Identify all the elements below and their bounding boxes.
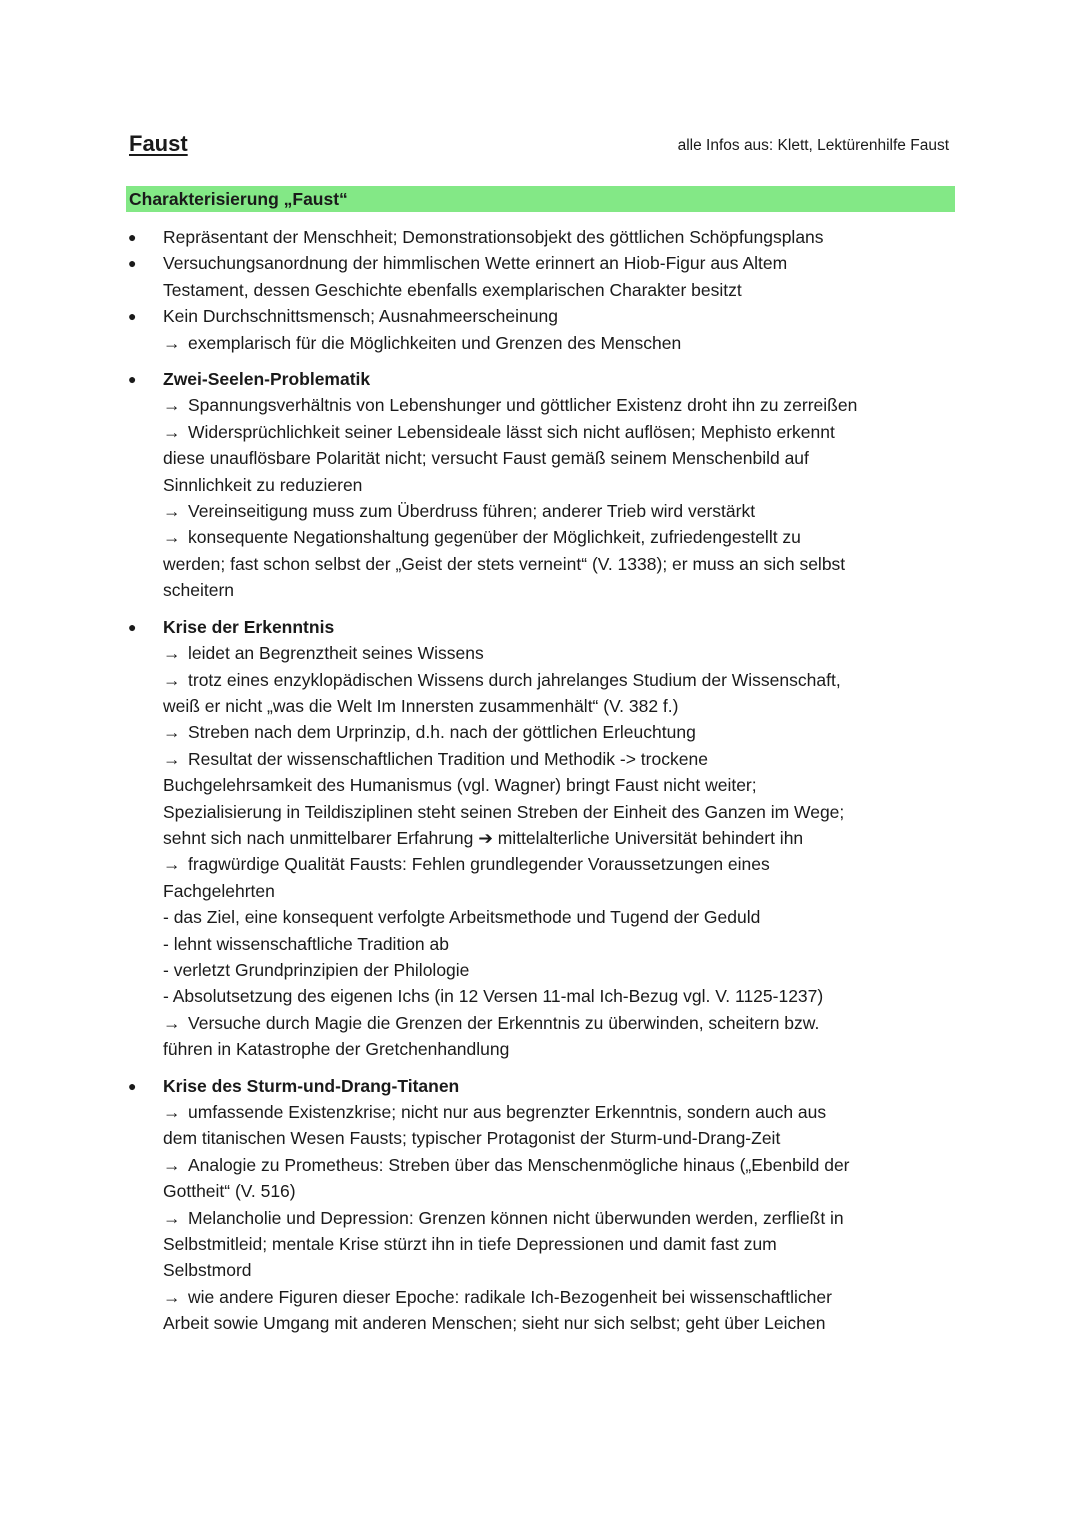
text-line	[163, 419, 966, 445]
text-line	[163, 746, 966, 772]
text-line	[163, 1010, 966, 1036]
line-text: dem titanischen Wesen Fausts; typischer Protagonist der Sturm-und-Drang-Zeit	[163, 1128, 781, 1149]
line-text: trotz eines enzyklopädischen Wissens durch jahrelanges Studium der Wissenschaft,	[188, 669, 841, 690]
source-note: alle Infos aus: Klett, Lektürenhilfe Faust	[677, 137, 949, 154]
text-line	[163, 719, 966, 745]
line-text: Spezialisierung in Teildisziplinen steht seinen Streben der Einheit des Ganzen im Wege;	[163, 801, 845, 822]
text-line	[163, 445, 966, 471]
line-text: Spannungsverhältnis von Lebenshunger und göttlicher Existenz droht ihn zu zerreißen	[188, 395, 858, 416]
text-line	[163, 640, 966, 666]
text-line	[163, 851, 966, 877]
bullet-heading: Krise des Sturm-und-Drang-Titanen	[163, 1075, 460, 1096]
text-line: Testament, dessen Geschichte ebenfalls exemplarischen Charakter besitzt	[163, 279, 742, 300]
text-line	[163, 1205, 966, 1231]
sub-lines	[163, 392, 966, 603]
text-line	[163, 472, 966, 498]
bullet-icon: ●	[128, 308, 137, 325]
bullet-heading: Zwei-Seelen-Problematik	[163, 369, 371, 390]
text-line	[163, 957, 966, 983]
text-line	[163, 1178, 966, 1204]
arrow-icon: →	[163, 1286, 181, 1307]
line-text: - lehnt wissenschaftliche Tradition ab	[163, 933, 449, 954]
text-line	[163, 1231, 966, 1257]
text-line	[163, 1257, 966, 1283]
arrow-icon: →	[163, 722, 181, 743]
bullet-icon: ●	[128, 371, 137, 388]
sub-lines	[163, 1099, 966, 1337]
page-header	[129, 131, 949, 163]
line-text: werden; fast schon selbst der „Geist der stets verneint“ (V. 1338); er muss an sich selbst	[163, 553, 846, 574]
bullet-list	[126, 224, 966, 1337]
line-text: scheitern	[163, 580, 235, 601]
line-text: sehnt sich nach unmittelbarer Erfahrung	[163, 827, 474, 848]
text-line	[163, 498, 966, 524]
arrow-icon: →	[163, 1102, 181, 1122]
bullet-item	[126, 303, 966, 356]
line-text: - verletzt Grundprinzipien der Philologie	[163, 959, 470, 980]
text-line	[163, 577, 966, 603]
line-text: Analogie zu Prometheus: Streben über das Menschenmögliche hinaus („Ebenbild der	[188, 1154, 850, 1175]
line-text: wie andere Figuren dieser Epoche: radikale Ich-Bezogenheit bei wissenschaftlicher	[188, 1286, 832, 1307]
text-line	[163, 1036, 966, 1062]
text-line	[163, 392, 966, 418]
line-text: Fachgelehrten	[163, 880, 275, 901]
line-text: führen in Katastrophe der Gretchenhandlung	[163, 1039, 510, 1060]
text-line: Repräsentant der Menschheit; Demonstrationsobjekt des göttlichen Schöpfungsplans	[163, 227, 824, 247]
line-text: Gottheit“ (V. 516)	[163, 1181, 296, 1202]
line-text: Melancholie und Depression: Grenzen können nicht überwunden werden, zerfließt in	[188, 1207, 844, 1228]
text-line	[163, 825, 966, 851]
arrow-icon: →	[163, 527, 181, 548]
bold-arrow-icon: ➔	[478, 827, 493, 848]
text-line: Kein Durchschnittsmensch; Ausnahmeerscheinung	[163, 306, 558, 327]
arrow-icon: →	[163, 1154, 181, 1175]
line-text: Selbstmitleid; mentale Krise stürzt ihn in tiefe Depressionen und damit fast zum	[163, 1234, 777, 1255]
text-line	[163, 1310, 966, 1336]
arrow-icon: →	[163, 748, 181, 769]
bullet-icon: ●	[128, 1077, 137, 1094]
line-text: leidet an Begrenztheit seines Wissens	[188, 643, 484, 664]
text-line	[163, 1284, 966, 1310]
arrow-icon: →	[163, 1207, 181, 1228]
arrow-icon: →	[163, 1012, 181, 1033]
text-line	[163, 693, 966, 719]
sub-lines	[163, 640, 966, 1063]
text-line: Versuchungsanordnung der himmlischen Wette erinnert an Hiob-Figur aus Altem	[163, 253, 788, 274]
bullet-item	[126, 1073, 966, 1337]
text-line	[163, 330, 966, 356]
arrow-icon: →	[163, 854, 181, 875]
text-line	[163, 983, 966, 1009]
bullet-item	[126, 614, 966, 1063]
line-text: Streben nach dem Urprinzip, d.h. nach der göttlichen Erleuchtung	[188, 722, 696, 743]
line-text: Versuche durch Magie die Grenzen der Erkenntnis zu überwinden, scheitern bzw.	[188, 1012, 820, 1033]
line-text: - das Ziel, eine konsequent verfolgte Arbeitsmethode und Tugend der Geduld	[163, 907, 761, 928]
arrow-icon: →	[163, 395, 181, 416]
page-title: Faust	[129, 131, 188, 156]
bullet-item	[126, 224, 966, 250]
text-line	[163, 931, 966, 957]
arrow-icon: →	[163, 501, 181, 522]
text-line	[163, 1152, 966, 1178]
arrow-icon: →	[163, 332, 181, 353]
text-line	[163, 667, 966, 693]
line-text: Sinnlichkeit zu reduzieren	[163, 474, 363, 495]
text-line	[163, 799, 966, 825]
text-line	[163, 1125, 966, 1151]
bullet-icon: ●	[128, 229, 137, 245]
line-text: - Absolutsetzung des eigenen Ichs (in 12 Versen 11-mal Ich-Bezug vgl. V. 1125-1237)	[163, 986, 824, 1007]
line-text: konsequente Negationshaltung gegenüber der Möglichkeit, zufriedengestellt zu	[188, 527, 801, 548]
bullet-icon: ●	[128, 618, 137, 635]
line-text: umfassende Existenzkrise; nicht nur aus begrenzter Erkenntnis, sondern auch aus	[188, 1102, 827, 1122]
line-text: mittelalterliche Universität behindert ihn	[497, 827, 804, 848]
text-line	[163, 1099, 966, 1125]
line-text: Arbeit sowie Umgang mit anderen Menschen; sieht nur sich selbst; geht über Leichen	[163, 1313, 826, 1334]
line-text: exemplarisch für die Möglichkeiten und Grenzen des Menschen	[188, 332, 682, 353]
text-line	[163, 772, 966, 798]
bullet-item	[126, 250, 966, 303]
arrow-icon: →	[163, 643, 181, 664]
line-text: Vereinseitigung muss zum Überdruss führen; anderer Trieb wird verstärkt	[188, 501, 756, 522]
bullet-heading: Krise der Erkenntnis	[163, 616, 335, 637]
line-text: Buchgelehrsamkeit des Humanismus (vgl. Wagner) bringt Faust nicht weiter;	[163, 775, 757, 796]
section-heading-bar	[126, 186, 955, 212]
line-text: diese unauflösbare Polarität nicht; versucht Faust gemäß seinem Menschenbild auf	[163, 448, 809, 469]
line-text: fragwürdige Qualität Fausts: Fehlen grundlegender Voraussetzungen eines	[188, 854, 770, 875]
line-text: Selbstmord	[163, 1260, 252, 1281]
arrow-icon: →	[163, 421, 181, 442]
arrow-icon: →	[163, 669, 181, 690]
line-text: weiß er nicht „was die Welt Im Innersten zusammenhält“ (V. 382 f.)	[163, 695, 679, 716]
bullet-item	[126, 366, 966, 604]
section-title: Charakterisierung „Faust“	[129, 189, 348, 209]
bullet-icon: ●	[128, 255, 137, 272]
line-text: Widersprüchlichkeit seiner Lebensideale lässt sich nicht auflösen; Mephisto erkennt	[188, 421, 835, 442]
text-line	[163, 524, 966, 550]
text-line	[163, 878, 966, 904]
line-text: Resultat der wissenschaftlichen Tradition und Methodik -> trockene	[188, 748, 708, 769]
text-line	[163, 904, 966, 930]
text-line	[163, 551, 966, 577]
